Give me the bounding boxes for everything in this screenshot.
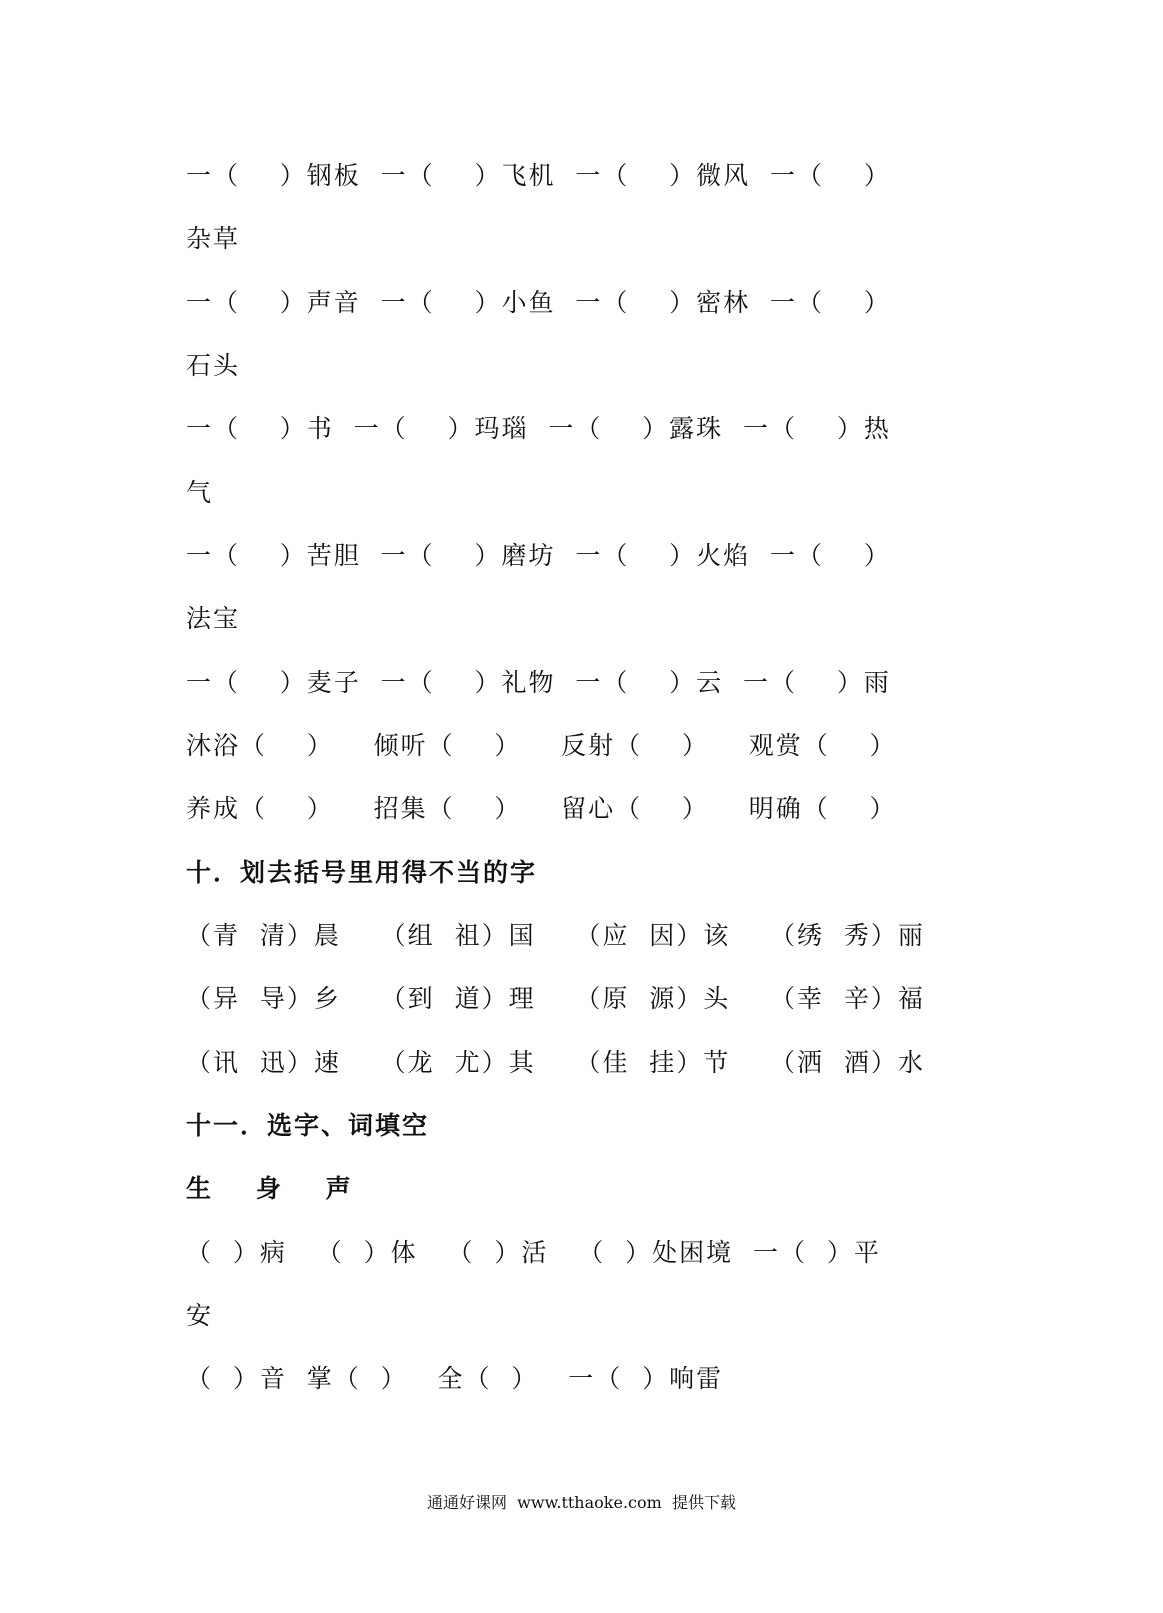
exercise-line-7: 一（ ）苦胆 一（ ）磨坊 一（ ）火焰 一（ ） [186,541,891,570]
exercise-line-2: 杂草 [186,224,241,253]
exercise-line-14: （异 导）乡 （到 道）理 （原 源）头 （幸 辛）福 [186,984,925,1013]
exercise-line-1: 一（ ）钢板 一（ ）飞机 一（ ）微风 一（ ） [186,161,891,190]
exercise-line-13: （青 清）晨 （组 祖）国 （应 因）该 （绣 秀）丽 [186,921,925,950]
exercise-line-9: 一（ ）麦子 一（ ）礼物 一（ ）云 一（ ）雨 [186,668,891,697]
exercise-line-10: 沐浴（ ） 倾听（ ） 反射（ ） 观赏（ ） [186,731,897,760]
page-footer: 通通好课网 www.tthaoke.com 提供下载 [427,1493,736,1512]
exercise-line-5: 一（ ）书 一（ ）玛瑙 一（ ）露珠 一（ ）热 [186,414,891,443]
exercise-line-8: 法宝 [186,604,241,633]
exercise-line-20: （ ）音 掌（ ） 全（ ） 一（ ）响雷 [186,1364,724,1393]
section-eleven-heading: 十一．选字、词填空 [186,1111,430,1140]
exercise-line-19: 安 [186,1301,214,1330]
exercise-line-4: 石头 [186,351,241,380]
exercise-line-6: 气 [186,478,214,507]
exercise-line-18: （ ）病 （ ）体 （ ）活 （ ）处困境 一（ ）平 [186,1238,881,1267]
exercise-line-11: 养成（ ） 招集（ ） 留心（ ） 明确（ ） [186,794,897,823]
word-choice-options: 生 身 声 [186,1174,353,1203]
exercise-line-3: 一（ ）声音 一（ ）小鱼 一（ ）密林 一（ ） [186,288,891,317]
section-ten-heading: 十．划去括号里用得不当的字 [186,858,538,887]
exercise-line-15: （讯 迅）速 （龙 尤）其 （佳 挂）节 （洒 酒）水 [186,1048,925,1077]
